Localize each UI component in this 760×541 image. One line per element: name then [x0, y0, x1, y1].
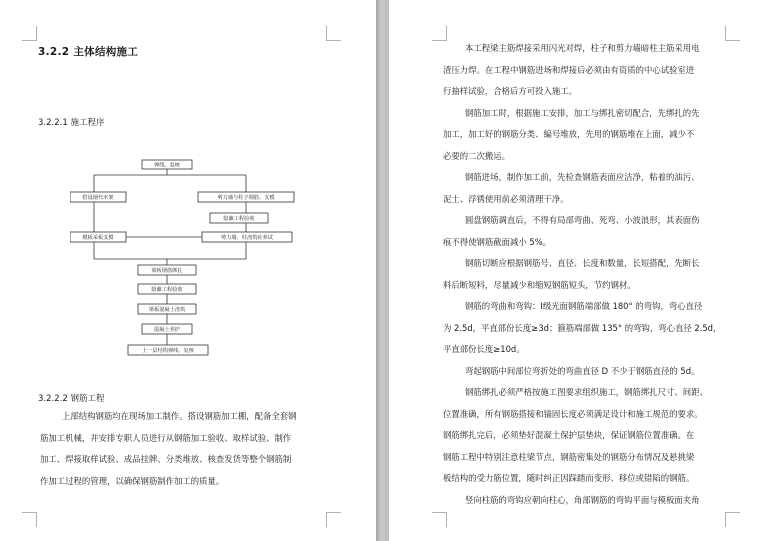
text-line: 必要的二次搬运。 [443, 150, 510, 161]
flow-step-main-5-label: 上一层结构弹线、复核 [142, 348, 194, 354]
document-page-right [389, 0, 760, 541]
text-line: 钢筋加工时，根据施工安排，加工与绑扎密切配合，先绑扎的先 [465, 107, 700, 118]
text-line: 为 2.5d，平直部份长度≥3d；箍筋端部做 135° 的弯钩，弯心直径 2.5d， [443, 322, 722, 333]
text-line: 弯起钢筋中间部位弯折处的弯曲直径 D 不少于钢筋直径的 5d。 [465, 365, 700, 376]
rebar-spec-paragraphs [443, 38, 753, 511]
flow-step-left-2 [70, 232, 126, 242]
text-line: 钢筋的弯曲和弯钩：I级光面钢筋端部做 180° 的弯钩，弯心直径 [465, 301, 703, 311]
crop-mark [22, 26, 37, 41]
text-line: 渣压力焊。在工程中钢筋进场和焊接后必须由有资质的中心试验室进 [443, 64, 695, 75]
crop-mark [326, 26, 341, 41]
flow-step-left-2-label: 模板采板支模 [82, 235, 114, 241]
text-line: 加工，加工好的钢筋分类、编号堆放，先用的钢筋堆在上面，减少不 [443, 129, 695, 139]
flow-step-main-1-label: 梁板钢筋绑扎 [151, 268, 183, 274]
text-line: 痕不得使钢筋截面减小 5%。 [443, 236, 552, 247]
flow-step-start-label: 弹线、复核 [154, 162, 180, 169]
text-line: 钢筋工程中特别注意柱梁节点，钢筋密集处的钢筋分布情况及悬挑梁 [443, 451, 695, 462]
flow-step-main-1 [138, 265, 196, 275]
text-line: 上部结构钢筋均在现场加工制作。搭设钢筋加工棚，配备全套钢 [62, 411, 297, 421]
text-line: 钢筋切断应根据钢筋号、直径、长度和数量，长短搭配，先断长 [465, 258, 700, 268]
flow-step-right-3-label: 剪力墙、柱浇筑砼养试 [221, 235, 273, 241]
text-line: 圆盘钢筋调直后，不得有局部弯曲、死弯、小波浪形，其表面伤 [465, 215, 700, 225]
text-line: 位置准确，所有钢筋搭接和锚固长度必须满足设计和施工规范的要求。 [443, 408, 703, 419]
flow-step-main-2 [138, 284, 196, 294]
flow-step-main-3 [138, 304, 196, 314]
flow-step-main-4-label: 混凝土养护 [154, 327, 180, 333]
flow-step-right-1-label: 剪力墙与柱子钢筋、支模 [217, 195, 275, 201]
crop-mark [22, 512, 37, 527]
flow-step-right-2-label: 隐蔽工程验收 [223, 216, 255, 222]
text-line: 竖向柱筋的弯钩应朝向柱心，角部钢筋的弯钩平面与模板面夹角 [465, 494, 700, 505]
text-line: 作加工过程的管理，以确保钢筋制作加工的质量。 [40, 475, 225, 486]
text-line: 板结构的受力筋位置，随时纠正因踩踏而变形、移位或错陷的钢筋。 [443, 473, 695, 483]
crop-mark [326, 512, 341, 527]
document-page-left [0, 0, 376, 541]
section-title: 3.2.2 主体结构施工 [38, 46, 139, 58]
text-line: 钢筋绑扎完后，必须垫好混凝土保护层垫块，保证钢筋位置准确。在 [443, 430, 695, 440]
flow-step-left-1 [70, 192, 126, 202]
crop-mark [725, 512, 740, 527]
text-line: 筋加工机械，并安排专职人员进行从钢筋加工验收、取样试验、制作 [40, 432, 292, 443]
flow-step-right-2 [210, 213, 268, 223]
text-line: 钢筋绑扎必须严格按施工图要求组织施工，钢筋绑扎尺寸、间距、 [465, 387, 708, 397]
text-line: 泥土、浮锈使用前必须清理干净。 [443, 193, 569, 204]
text-line: 平直部份长度≥10d。 [443, 344, 525, 354]
flow-step-left-1-label: 搭设钢代木架 [82, 195, 114, 201]
subsection-title-rebar: 3.2.2.2 钢筋工程 [38, 394, 105, 404]
text-line: 本工程梁主筋焊接采用闪光对焊，柱子和剪力墙暗柱主筋采用电 [465, 43, 700, 53]
flow-step-main-2-label: 隐蔽工程验收 [151, 287, 183, 293]
crop-mark [432, 512, 447, 527]
text-line: 行抽样试验，合格后方可投入施工。 [443, 86, 577, 96]
flow-step-right-3 [202, 232, 292, 242]
text-line: 钢筋进场，制作加工前，先检查钢筋表面应洁净，粘着的油污、 [465, 172, 700, 182]
text-line: 料后断短料，尽量减少和缩短钢筋短头，节约钢材。 [443, 279, 636, 290]
flow-step-main-5 [128, 345, 208, 355]
page-gutter [376, 0, 389, 541]
flow-step-main-4 [142, 324, 192, 334]
rebar-paragraph [40, 406, 358, 492]
construction-flowchart [70, 158, 310, 368]
flow-step-main-3-label: 梁板混凝土浇筑 [148, 307, 186, 313]
text-line: 加工、焊接取样试验、成品挂牌、分类堆放、核查发货等整个钢筋制 [40, 454, 292, 464]
flow-step-start [142, 160, 192, 169]
subsection-title-procedure: 3.2.2.1 施工程序 [38, 118, 105, 128]
flow-step-right-1 [198, 192, 294, 202]
